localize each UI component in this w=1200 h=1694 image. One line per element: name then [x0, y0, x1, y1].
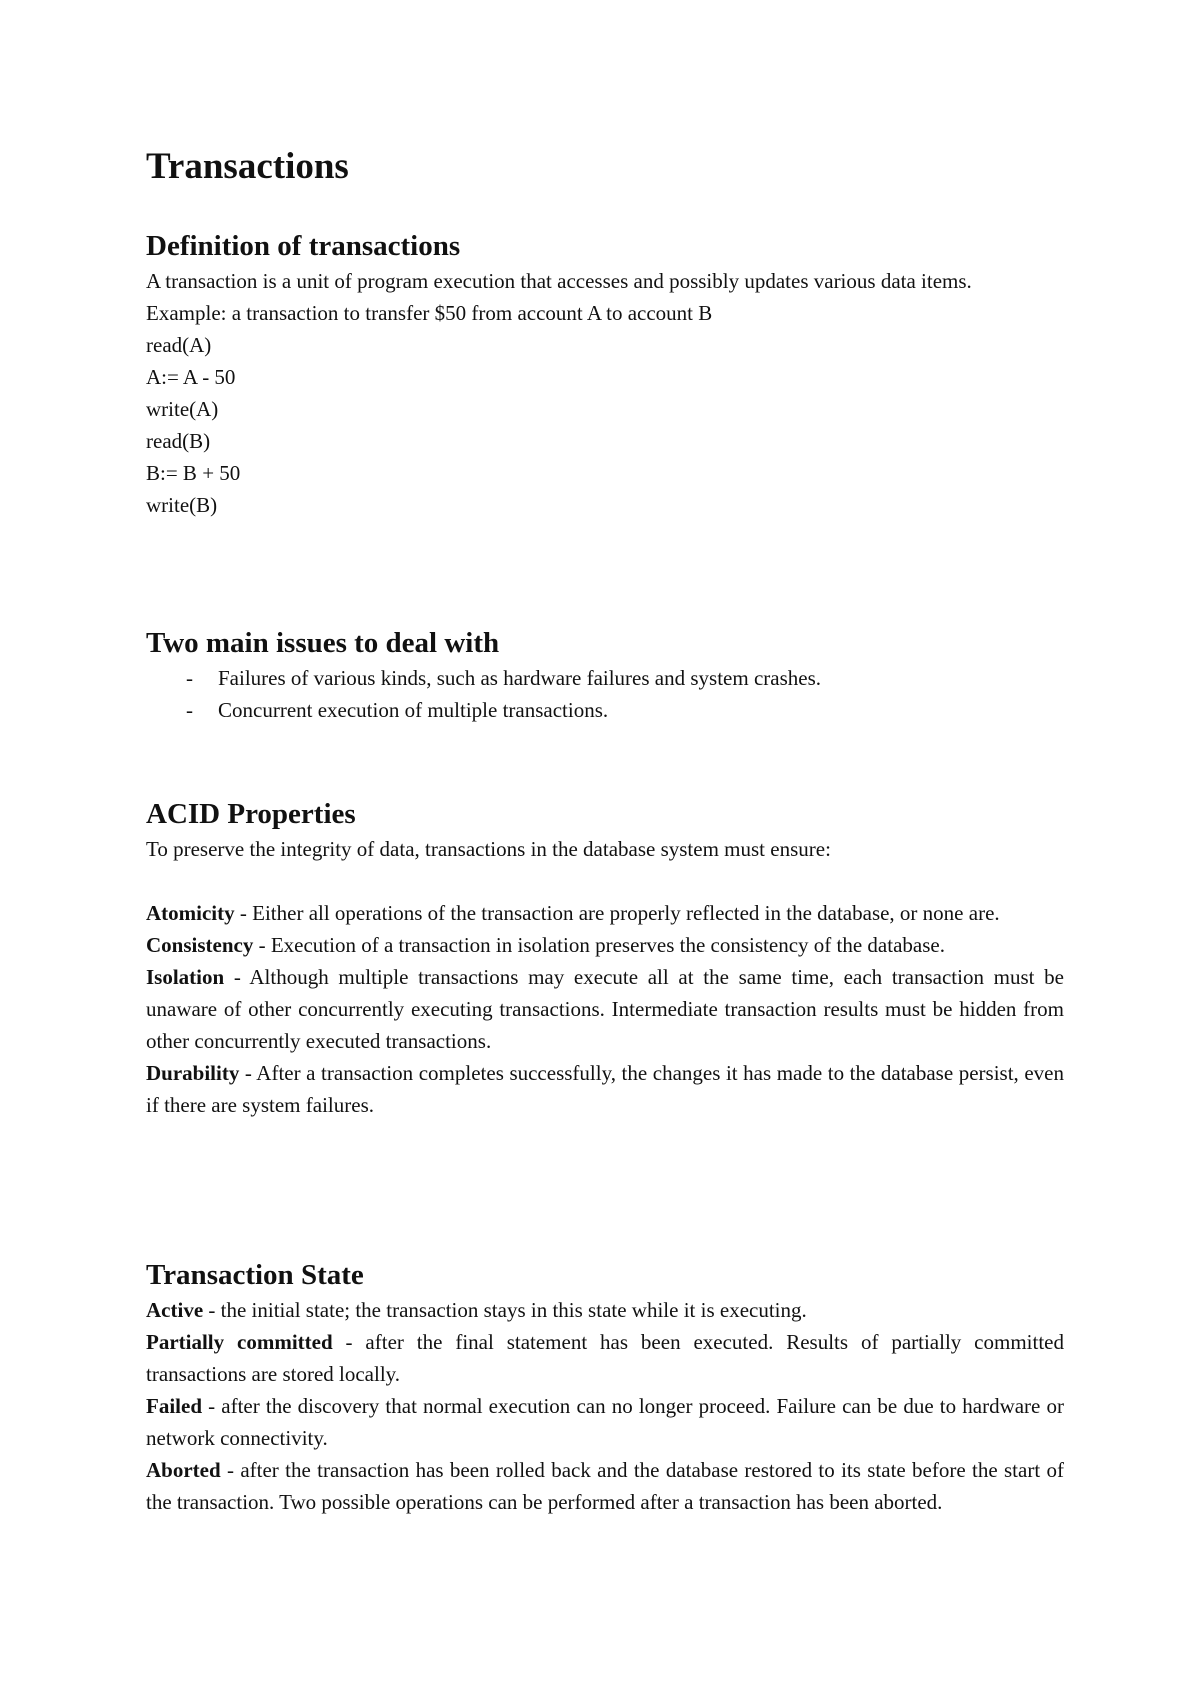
- acid-property-isolation: [146, 961, 1064, 1057]
- property-term: Isolation: [146, 965, 225, 989]
- code-line: B:= B + 50: [146, 461, 241, 485]
- state-desc: - after the transaction has been rolled back and the database restored to its state before the start of the transaction. Two possible operations can be performed after a transaction has been aborted.: [146, 1458, 1064, 1514]
- acid-property-atomicity: [146, 897, 1064, 929]
- list-item-text: Failures of various kinds, such as hardware failures and system crashes.: [218, 666, 822, 690]
- acid-intro: To preserve the integrity of data, transactions in the database system must ensure:: [146, 837, 831, 861]
- issues-heading: Two main issues to deal with: [146, 627, 500, 659]
- bullet-dash: -: [186, 698, 193, 722]
- code-line: write(B): [146, 493, 218, 517]
- acid-property-consistency: [146, 929, 1064, 961]
- state-term: Failed: [146, 1394, 202, 1418]
- state-desc: - after the final statement has been executed. Results of partially committed transactions are stored locally.: [146, 1330, 1064, 1386]
- bullet-dash: -: [186, 666, 193, 690]
- state-desc: - after the discovery that normal execution can no longer proceed. Failure can be due to hardware or network connectivity.: [146, 1394, 1064, 1450]
- list-item-text: Concurrent execution of multiple transactions.: [218, 698, 609, 722]
- state-active: [146, 1294, 1064, 1326]
- issues-section: [146, 624, 1064, 726]
- document-title: Transactions: [146, 146, 349, 187]
- acid-heading: ACID Properties: [146, 798, 356, 830]
- state-partially-committed: [146, 1326, 1064, 1390]
- property-term: Consistency: [146, 933, 254, 957]
- state-aborted: [146, 1454, 1064, 1518]
- state-failed: [146, 1390, 1064, 1454]
- code-line: write(A): [146, 397, 219, 421]
- definition-text: A transaction is a unit of program execution that accesses and possibly updates various data items.: [146, 269, 972, 293]
- definition-heading: Definition of transactions: [146, 230, 461, 262]
- definition-section: [146, 227, 1064, 521]
- property-term: Durability: [146, 1061, 240, 1085]
- property-desc: - Although multiple transactions may execute all at the same time, each transaction must be unaware of other concurrently executing transactions. Intermediate transaction results must be hidden from other concurrently executed transactions.: [146, 965, 1064, 1053]
- state-term: Partially committed: [146, 1330, 333, 1354]
- state-section: [146, 1256, 1064, 1518]
- state-desc: - the initial state; the transaction stays in this state while it is executing.: [203, 1298, 807, 1322]
- state-term: Active: [146, 1298, 204, 1322]
- property-desc: - After a transaction completes successfully, the changes it has made to the database persist, even if there are system failures.: [146, 1061, 1064, 1117]
- list-item: [146, 662, 1064, 694]
- property-desc: - Execution of a transaction in isolation preserves the consistency of the database.: [253, 933, 945, 957]
- code-line: read(B): [146, 429, 211, 453]
- state-heading: Transaction State: [146, 1259, 364, 1291]
- property-desc: - Either all operations of the transaction are properly reflected in the database, or none are.: [234, 901, 1000, 925]
- acid-property-durability: [146, 1057, 1064, 1121]
- list-item: [146, 694, 1064, 726]
- state-term: Aborted: [146, 1458, 221, 1482]
- example-intro: Example: a transaction to transfer $50 from account A to account B: [146, 301, 713, 325]
- code-line: A:= A - 50: [146, 365, 236, 389]
- property-term: Atomicity: [146, 901, 235, 925]
- acid-section: [146, 795, 1064, 1121]
- code-line: read(A): [146, 333, 212, 357]
